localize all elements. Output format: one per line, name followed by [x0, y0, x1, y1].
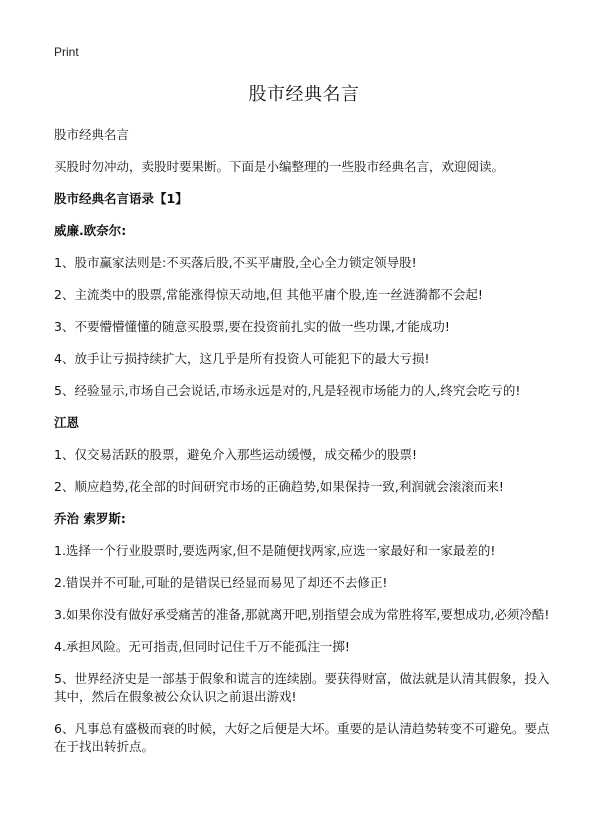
quote-item: 3、不要懵懵懂懂的随意买股票,要在投资前扎实的做一些功课,才能成功! — [54, 319, 450, 334]
quote-item: 1、股市赢家法则是:不买落后股,不买平庸股,全心全力锁定领导股! — [54, 255, 417, 270]
quote-item: 1、仅交易活跃的股票，避免介入那些运动缓慢，成交稀少的股票! — [54, 447, 417, 462]
intro-subtitle: 股市经典名言 — [54, 127, 130, 142]
quote-item: 2、顺应趋势,花全部的时间研究市场的正确趋势,如果保持一致,利润就会滚滚而来! — [54, 479, 504, 494]
author-heading-gann: 江恩 — [54, 415, 80, 430]
quote-item: 4.承担风险。无可指责,但同时记住千万不能孤注一掷! — [54, 639, 350, 654]
quote-item: 5、世界经济史是一部基于假象和谎言的连续剧。要获得财富，做法就是认清其假象，投入其中，然后在假象被公众认识之前退出游戏! — [54, 671, 550, 704]
print-link[interactable]: Print — [54, 45, 79, 59]
section-heading: 股市经典名言语录【1】 — [54, 191, 188, 206]
quote-item: 3.如果你没有做好承受痛苦的准备,那就离开吧,别指望会成为常胜将军,要想成功,必须冷酷! — [54, 607, 550, 622]
page-title: 股市经典名言 — [248, 84, 360, 105]
intro-summary: 买股时勿冲动，卖股时要果断。下面是小编整理的一些股市经典名言，欢迎阅读。 — [54, 159, 505, 174]
quote-item: 6、凡事总有盛极而衰的时候，大好之后便是大坏。重要的是认清趋势转变不可避免。要点在于找出转折点。 — [54, 721, 550, 754]
quote-item: 4、放手让亏损持续扩大，这几乎是所有投资人可能犯下的最大亏损! — [54, 351, 430, 366]
quote-item: 2.错误并不可耻,可耻的是错误已经显而易见了却还不去修正! — [54, 575, 388, 590]
quote-item: 2、主流类中的股票,常能涨得惊天动地,但 其他平庸个股,连一丝涟漪都不会起! — [54, 287, 483, 302]
quote-item: 5、经验显示,市场自己会说话,市场永远是对的,凡是轻视市场能力的人,终究会吃亏的! — [54, 383, 521, 398]
quote-item: 1.选择一个行业股票时,要选两家,但不是随便找两家,应选一家最好和一家最差的! — [54, 543, 496, 558]
author-heading-oneil: 威廉.欧奈尔: — [54, 223, 127, 238]
author-heading-soros: 乔治 索罗斯: — [54, 511, 126, 526]
